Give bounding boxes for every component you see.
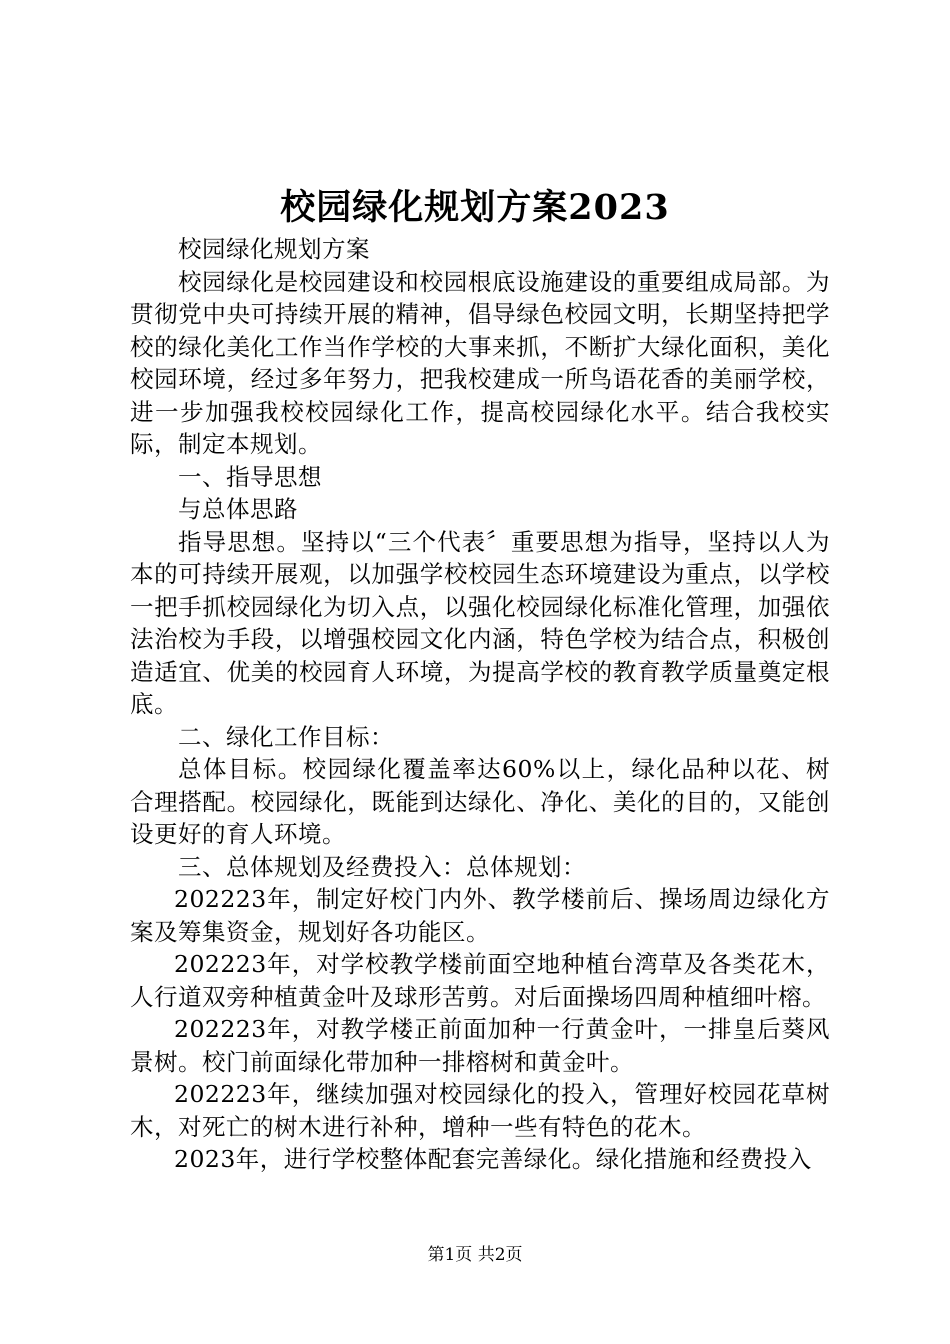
paragraph-intro: 校园绿化是校园建设和校园根底设施建设的重要组成局部。为贯彻党中央可持续开展的精神，倡导绿色校园文明，长期坚持把学校的绿化美化工作当作学校的大事来抓，不断扩大绿化面积，美化校园环境，经过多年努力，把我校建成一所鸟语花香的美丽学校，进一步加强我校校园绿化工作，提高校园绿化水平。结合我校实际，制定本规划。 xyxy=(130,267,830,458)
heading-guiding-ideology: 一、指导思想 xyxy=(178,462,322,491)
heading-overall-approach: 与总体思路 xyxy=(178,495,298,523)
paragraph-subtitle: 校园绿化规划方案 xyxy=(178,235,370,263)
paragraph-plan-year-5: 2023年，进行学校整体配套完善绿化。绿化措施和经费投入 xyxy=(174,1145,812,1173)
heading-overall-plan: 三、总体规划及经费投入：总体规划： xyxy=(178,852,586,881)
paragraph-plan-year-4: 202223年，继续加强对校园绿化的投入，管理好校园花草树木，对死亡的树木进行补种，增种一些有特色的花木。 xyxy=(130,1080,830,1141)
paragraph-plan-year-1: 202223年，制定好校门内外、教学楼前后、操场周边绿化方案及筹集资金，规划好各功能区。 xyxy=(130,885,830,946)
document-body xyxy=(130,233,830,1176)
paragraph-guiding-ideology: 指导思想。坚持以“三个代表〞重要思想为指导，坚持以人为本的可持续开展观，以加强学校校园生态环境建设为重点，以学校一把手抓校园绿化为切入点，以强化校园绿化标准化管理，加强依法治校为手段，以增强校园文化内涵，特色学校为结合点，积极创造适宜、优美的校园育人环境，为提高学校的教育教学质量奠定根底。 xyxy=(130,527,830,718)
heading-greening-goals: 二、绿化工作目标： xyxy=(178,722,394,751)
page-number-footer: 第1页 共2页 xyxy=(427,1245,523,1265)
paragraph-plan-year-3: 202223年，对教学楼正前面加种一行黄金叶，一排皇后葵风景树。校门前面绿化带加种一排榕树和黄金叶。 xyxy=(130,1015,830,1076)
paragraph-plan-year-2: 202223年，对学校教学楼前面空地种植台湾草及各类花木，人行道双旁种植黄金叶及球形苦剪。对后面操场四周种植细叶榕。 xyxy=(130,950,830,1011)
document-title: 校园绿化规划方案2023 xyxy=(280,187,670,228)
paragraph-overall-goal: 总体目标。校园绿化覆盖率达60%以上，绿化品种以花、树合理搭配。校园绿化，既能到达绿化、净化、美化的目的，又能创设更好的育人环境。 xyxy=(130,755,830,848)
